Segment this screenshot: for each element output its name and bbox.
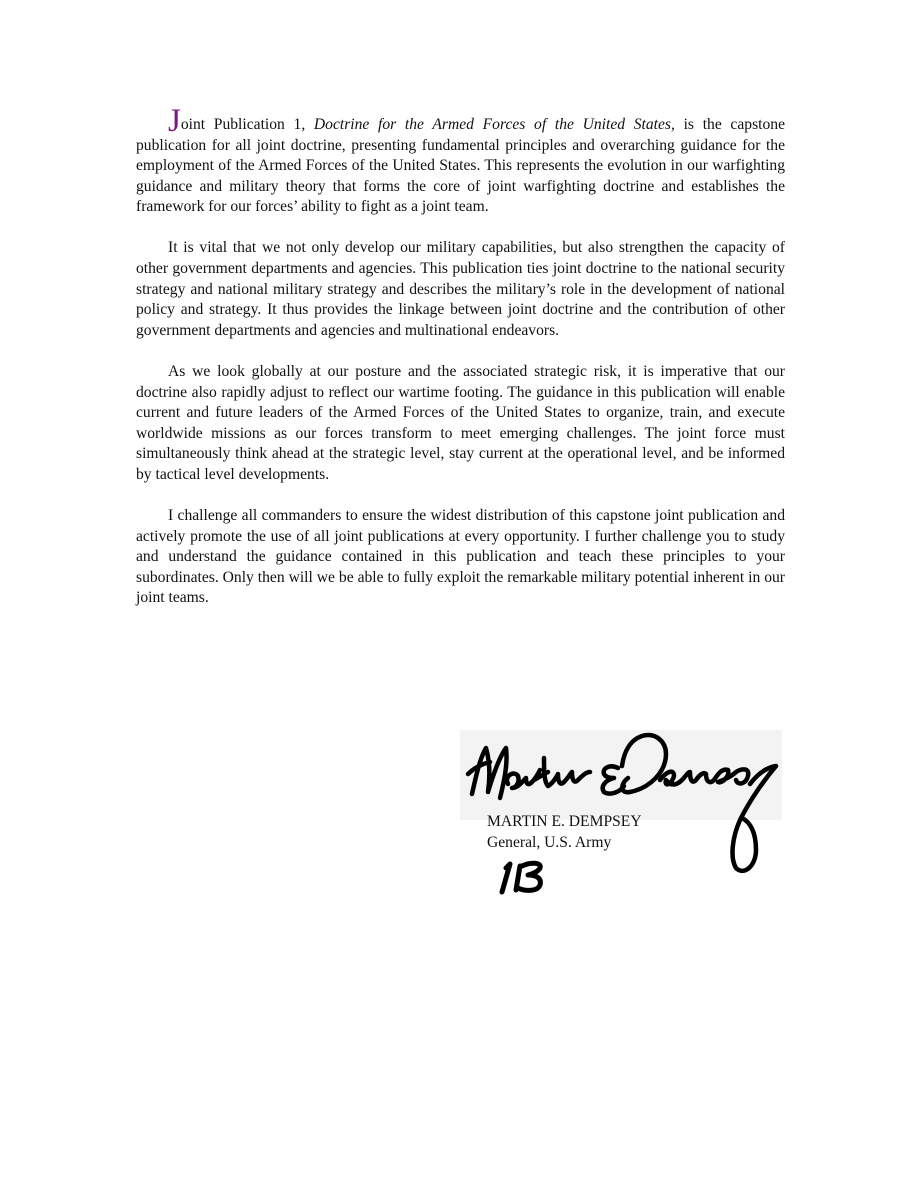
publication-title: Doctrine for the Armed Forces of the United States, [313,116,675,133]
paragraph-1-rest: is the capstone publication for all joint doctrine, presenting fundamental principles and overarching guidance for the employment of the Armed Forces of the United States. This represents the evolution in our warfighting guidance and military theory that forms the core of joint warfighting doctrine and establishes the framework for our forces’ ability to fight as a joint team. [136,116,785,216]
paragraph-3: As we look globally at our posture and the associated strategic risk, it is imperative that our doctrine also rapidly adjust to reflect our wartime footing. The guidance in this publication will enable current and future leaders of the Armed Forces of the United States to organize, train, and execute worldwide missions as our forces transform to meet emerging challenges. The joint force must simultaneously think ahead at the strategic level, stay current at the operational level, and be informed by tactical level developments. [136,362,785,483]
paragraph-4: I challenge all commanders to ensure the widest distribution of this capstone joint publication and actively promote the use of all joint publications at every opportunity. I further challenge you to study and understand the guidance contained in this publication and teach these principles to your subordinates. Only then will we be able to fully exploit the remarkable military potential inherent in our joint teams. [136,507,785,607]
handwritten-page-number [494,858,554,898]
signer-name: MARTIN E. DEMPSEY [487,813,642,830]
drop-cap: J [168,103,181,139]
paragraph-2: It is vital that we not only develop our military capabilities, but also strengthen the capacity of other government departments and agencies. This publication ties joint doctrine to the national security strategy and national military strategy and describes the military’s role in the development of national policy and strategy. It thus provides the linkage between joint doctrine and the contribution of other government departments and agencies and multinational endeavors. [136,239,785,339]
paragraph-1-lead: oint Publication 1, [180,116,314,133]
letter-body [136,103,785,629]
signer-rank: General, U.S. Army [487,834,612,851]
paragraph-1 [136,103,785,218]
